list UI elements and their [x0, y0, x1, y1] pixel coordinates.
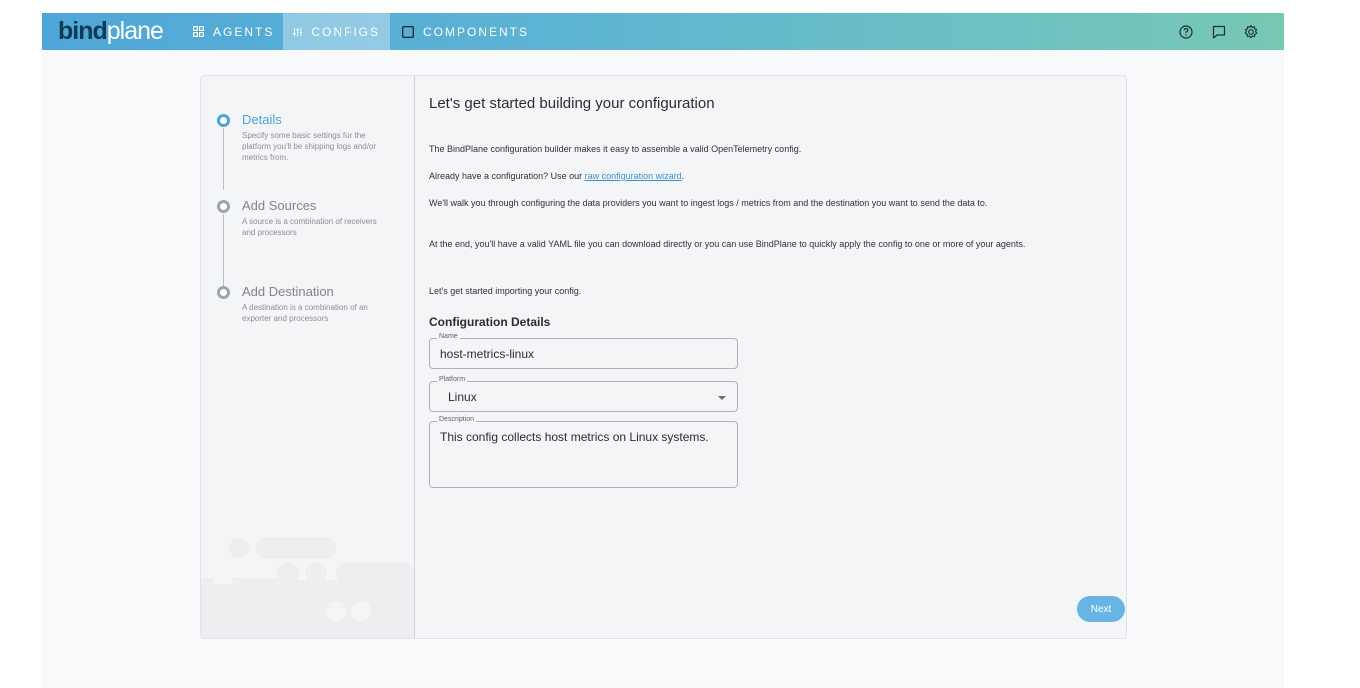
- step-indicator-icon: [217, 286, 230, 299]
- platform-select[interactable]: [429, 376, 738, 412]
- step-title: Details: [242, 112, 282, 127]
- already-prefix: Already have a configuration? Use our: [429, 171, 585, 181]
- nav-agents-label: AGENTS: [213, 24, 275, 39]
- wizard-stepper: [201, 76, 415, 638]
- intro-text: The BindPlane configuration builder makes it easy to assemble a valid OpenTelemetry config.: [429, 144, 802, 154]
- platform-select-label: Platform: [439, 376, 466, 383]
- page-title: Let's get started building your configuration: [429, 95, 715, 112]
- grid-icon: [193, 26, 204, 37]
- settings-icon[interactable]: [1242, 23, 1260, 41]
- step-title: Add Sources: [242, 198, 317, 213]
- step-indicator-active-icon: [217, 114, 230, 127]
- config-wizard-card: [200, 75, 1127, 639]
- decorative-pill-pattern: [201, 516, 414, 638]
- step-connector: [223, 214, 224, 288]
- nav-components-label: COMPONENTS: [423, 24, 530, 39]
- already-suffix: .: [681, 171, 685, 181]
- description-field-value: This config collects host metrics on Linux systems.: [440, 430, 709, 444]
- nav-components[interactable]: [392, 13, 539, 50]
- name-field-value: host-metrics-linux: [440, 347, 535, 361]
- description-field-label: Description: [439, 416, 475, 423]
- nav-configs[interactable]: [283, 13, 390, 50]
- logo-text-bind: bind: [58, 17, 107, 45]
- step-indicator-icon: [217, 200, 230, 213]
- step-connector: [223, 128, 224, 190]
- get-started-text: Let's get started importing your config.: [429, 286, 582, 296]
- name-field[interactable]: [429, 333, 738, 369]
- platform-select-value: Linux: [448, 390, 477, 404]
- sliders-icon: [293, 26, 302, 38]
- raw-config-wizard-link[interactable]: raw configuration wizard: [584, 171, 682, 181]
- top-nav-bar: [42, 13, 1284, 50]
- step-title: Add Destination: [242, 284, 334, 299]
- name-field-label: Name: [439, 333, 458, 340]
- square-icon: [402, 26, 414, 38]
- feedback-icon[interactable]: [1210, 23, 1228, 41]
- logo-text-plane: plane: [106, 17, 163, 45]
- next-button[interactable]: Next: [1077, 596, 1125, 622]
- app-window: [42, 13, 1284, 688]
- already-have-config-text: [429, 170, 1109, 183]
- step-description: A destination is a combination of an exporter and processors: [242, 303, 368, 323]
- nav-configs-label: CONFIGS: [311, 24, 380, 39]
- walkthrough-text: We'll walk you through configuring the data providers you want to ingest logs / metrics from and the destination you want to send the data to.: [429, 198, 988, 208]
- end-result-text: At the end, you'll have a valid YAML file you can download directly or you can use BindPlane to quickly apply the config to one or more of your agents.: [429, 239, 1026, 249]
- chevron-down-icon: [718, 396, 726, 400]
- bindplane-logo[interactable]: [58, 16, 163, 46]
- description-textarea[interactable]: [429, 416, 738, 488]
- step-description: A source is a combination of receivers and processors: [242, 217, 377, 237]
- step-description: Specify some basic settings for the platform you'll be shipping logs and/or metrics from.: [242, 131, 377, 162]
- details-form-panel: [429, 76, 1119, 638]
- nav-agents[interactable]: [183, 13, 284, 50]
- configuration-details-heading: Configuration Details: [429, 315, 551, 329]
- help-icon[interactable]: [1177, 23, 1195, 41]
